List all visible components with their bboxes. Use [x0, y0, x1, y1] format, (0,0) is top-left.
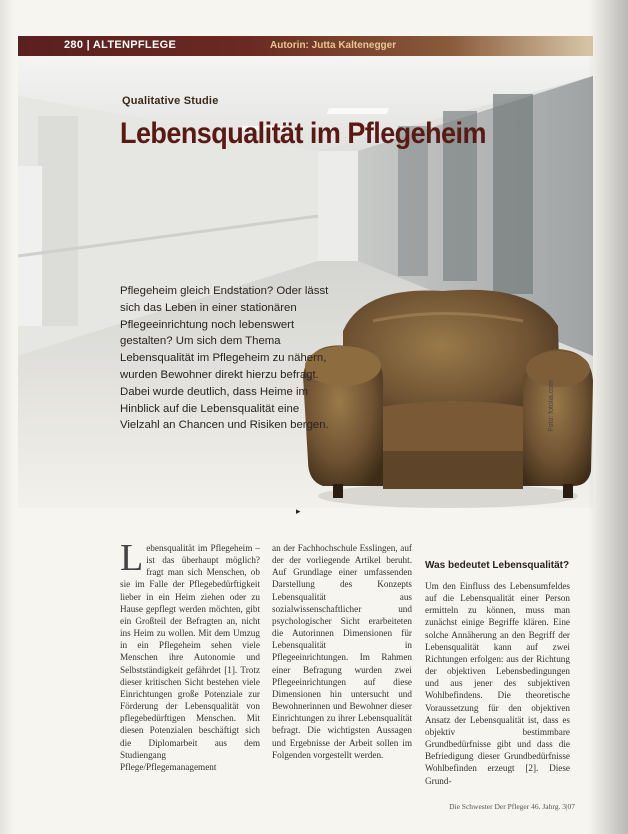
section-header-bar: [18, 36, 593, 56]
drop-cap: L: [120, 537, 144, 579]
section-subhead: Was bedeutet Lebensqualität?: [425, 560, 570, 571]
article-lead: Pflegeheim gleich Endstation? Oder lässt sich das Leben in einer stationären Pflegeeinrichtung noch lebenswert gestalten? Um sich dem Thema Lebensqualität im Pflegeheim zu nähern, wurden Bewohner direkt hierzu befragt. Dabei wurde deutlich, dass Heime im Hinblick auf die Lebensqualität eine Vielzahl an Chancen und Risiken bergen.: [120, 285, 329, 432]
article-title: Lebensqualität im Pflegeheim: [120, 117, 486, 150]
body-column-1: [120, 537, 260, 773]
spine-shadow: [588, 0, 628, 834]
article-kicker: Qualitative Studie: [122, 95, 219, 107]
body-column-3: [425, 580, 570, 787]
page-edge-shade: [0, 0, 14, 834]
section-label: 280 | ALTENPFLEGE: [64, 39, 177, 51]
separator-mark: ▸: [296, 506, 301, 516]
photo-credit: Foto: fotolia.com: [548, 380, 555, 432]
body-column-1-text: ebensqualität im Pflegeheim – ist das überhaupt möglich? fragt man sich Menschen, ob sie im Falle der Pflegebedürftigkeit lieber in ein Heim ziehen oder zu Hause gepflegt werden möchten, gibt ein Großteil der Befragten an, nicht ins Heim zu wollen. Mit dem Umzug in ein Pflegeheim sehen viele Menschen ihre Autonomie und Selbstständigkeit gefährdet [1]. Trotz dieser kritischen Sicht bestehen viele Einrichtungen große Potenziale zur Förderung der Lebensqualität von pflegebedürftigen Menschen. Mit diesen Potenzialen beschäftigt sich die Diplomarbeit aus dem Studiengang Pflege/Pflegemanagement: [120, 543, 260, 772]
body-column-3-text: Um den Einfluss des Lebensumfeldes auf die Lebensqualität einer Person ermitteln zu können, muss man zunächst einige Begriffe klären. Eine solche Annäherung an den Begriff der Lebensqualität kann auf zwei Richtungen erfolgen: aus der Richtung der objektiven Lebensbedingungen und aus jener des subjektiven Wohlbefindens. Die theoretische Voraussetzung für den objektiven Ansatz der Lebensqualität ist, dass es objektiv bestimmbare Grundbedürfnisse gibt und dass die Befriedigung dieser Grundbedürfnisse Wohlbefinden erzeugt [2]. Diese Grund-: [425, 581, 570, 786]
page-footer: Die Schwester Der Pfleger 46. Jahrg. 3|07: [449, 802, 575, 811]
body-column-2: [272, 542, 412, 761]
body-column-2-text: an der Fachhochschule Esslingen, auf der der vorliegende Artikel beruht. Auf Grundlage einer umfassenden Darstellung des Konzepts Lebensqualität aus sozialwissenschaftlicher und psychologischer Sicht erarbeiteten die Autorinnen Dimensionen für Lebensqualität in Pflegeeinrichtungen. Im Rahmen einer Befragung wurden zwei Pflegeeinrichtungen auf diese Dimensionen hin untersucht und Bewohnerinnen und Bewohner dieser Einrichtungen zu ihrer Lebensqualität befragt. Die wichtigsten Aussagen und Ergebnisse der Arbeit sollen im Folgenden vorgestellt werden.: [272, 543, 412, 760]
author-label: Autorin: Jutta Kaltenegger: [270, 40, 397, 51]
